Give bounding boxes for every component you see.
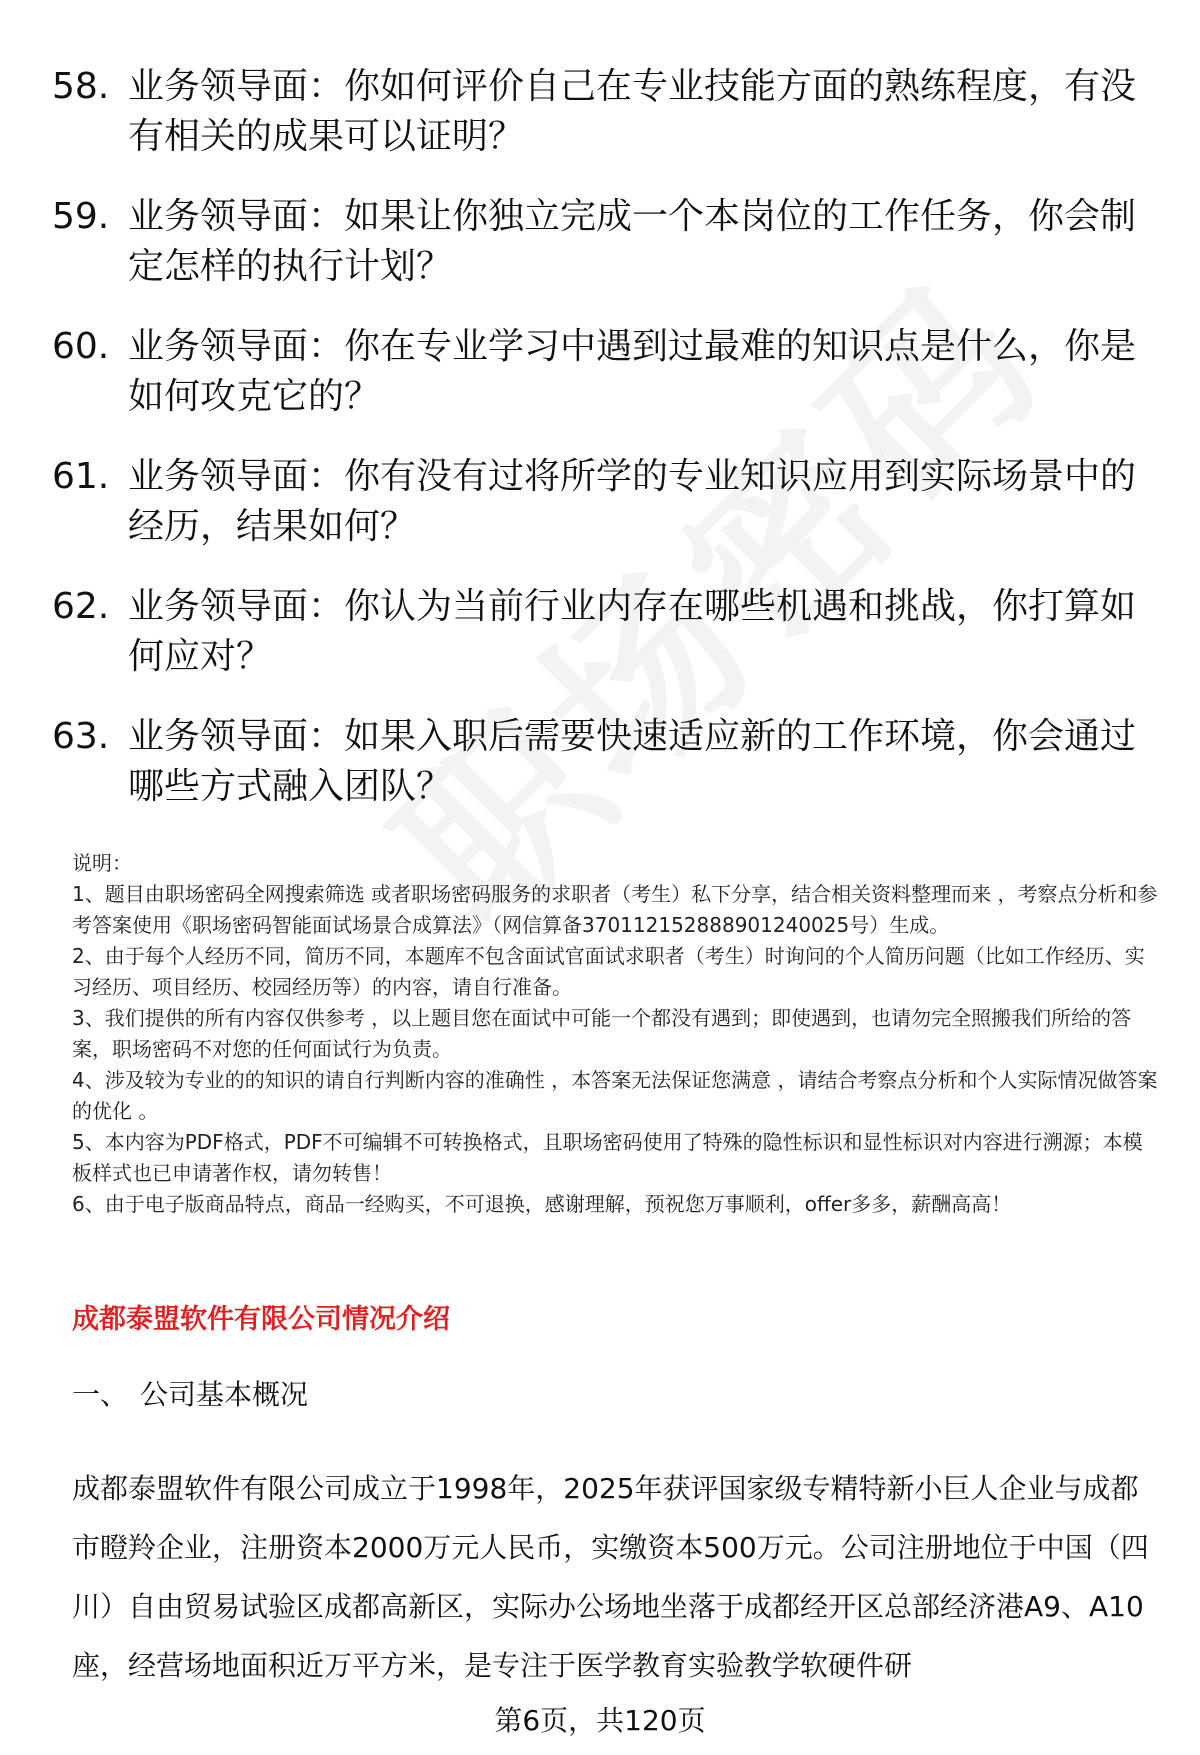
question-text: 业务领导面：如果入职后需要快速适应新的工作环境，你会通过哪些方式融入团队？ [128,716,1137,807]
question-item [52,62,1152,162]
question-item [52,712,1152,812]
question-number: 61. [52,456,110,497]
question-number: 58. [52,66,110,107]
question-number: 59. [52,196,110,237]
section-number: 一、 [72,1378,129,1411]
question-number: 62. [52,586,110,627]
question-text: 业务领导面：你有没有过将所学的专业知识应用到实际场景中的经历，结果如何？ [128,456,1137,547]
note-item: 6、由于电子版商品特点，商品一经购买，不可退换，感谢理解，预祝您万事顺利，offer多多，薪酬高高！ [72,1192,1012,1216]
page-number: 第6页，共120页 [0,1699,1200,1739]
question-text: 业务领导面：你如何评价自己在专业技能方面的熟练程度，有没有相关的成果可以证明？ [128,66,1137,157]
note-item: 5、本内容为PDF格式，PDF不可编辑不可转换格式，且职场密码使用了特殊的隐性标识和显性标识对内容进行溯源；本模板样式也已申请著作权，请勿转售！ [72,1130,1143,1185]
question-item [52,322,1152,422]
question-number: 60. [52,326,110,367]
question-text: 业务领导面：你认为当前行业内存在哪些机遇和挑战，你打算如何应对？ [128,586,1137,677]
section-heading [72,1373,308,1413]
notes-block [72,848,1162,1220]
question-item [52,192,1152,292]
question-item [52,452,1152,552]
question-text: 业务领导面：你在专业学习中遇到过最难的知识点是什么，你是如何攻克它的？ [128,326,1137,417]
note-item: 1、题目由职场密码全网搜索筛选 或者职场密码服务的求职者（考生）私下分享，结合相关资料整理而来 ，考察点分析和参考答案使用《职场密码智能面试场景合成算法》（网信算备370112152888901240025号）生成。 [72,882,1158,937]
note-item: 3、我们提供的所有内容仅供参考 ，以上题目您在面试中可能一个都没有遇到；即使遇到，也请勿完全照搬我们所给的答案，职场密码不对您的任何面试行为负责。 [72,1006,1132,1061]
note-item: 4、涉及较为专业的的知识的请自行判断内容的准确性 ，本答案无法保证您满意 ，请结合考察点分析和个人实际情况做答案的优化 。 [72,1068,1158,1123]
note-item: 2、由于每个人经历不同，简历不同，本题库不包含面试官面试求职者（考生）时询问的个人简历问题（比如工作经历、实习经历、项目经历、校园经历等）的内容，请自行准备。 [72,944,1145,999]
company-intro-paragraph: 成都泰盟软件有限公司成立于1998年，2025年获评国家级专精特新小巨人企业与成都市瞪羚企业，注册资本2000万元人民币，实缴资本500万元。公司注册地位于中国（四川）自由贸易试验区成都高新区，实际办公场地坐落于成都经开区总部经济港A9、A10座，经营场地面积近万平方米，是专注于医学教育实验教学软硬件研 [72,1472,1149,1682]
question-number: 63. [52,716,110,757]
notes-heading: 说明： [72,851,132,875]
company-title: 成都泰盟软件有限公司情况介绍 [72,1304,450,1335]
question-item [52,582,1152,682]
question-text: 业务领导面：如果让你独立完成一个本岗位的工作任务，你会制定怎样的执行计划？ [128,196,1137,287]
question-list [52,62,1152,842]
section-title: 公司基本概况 [140,1378,309,1411]
